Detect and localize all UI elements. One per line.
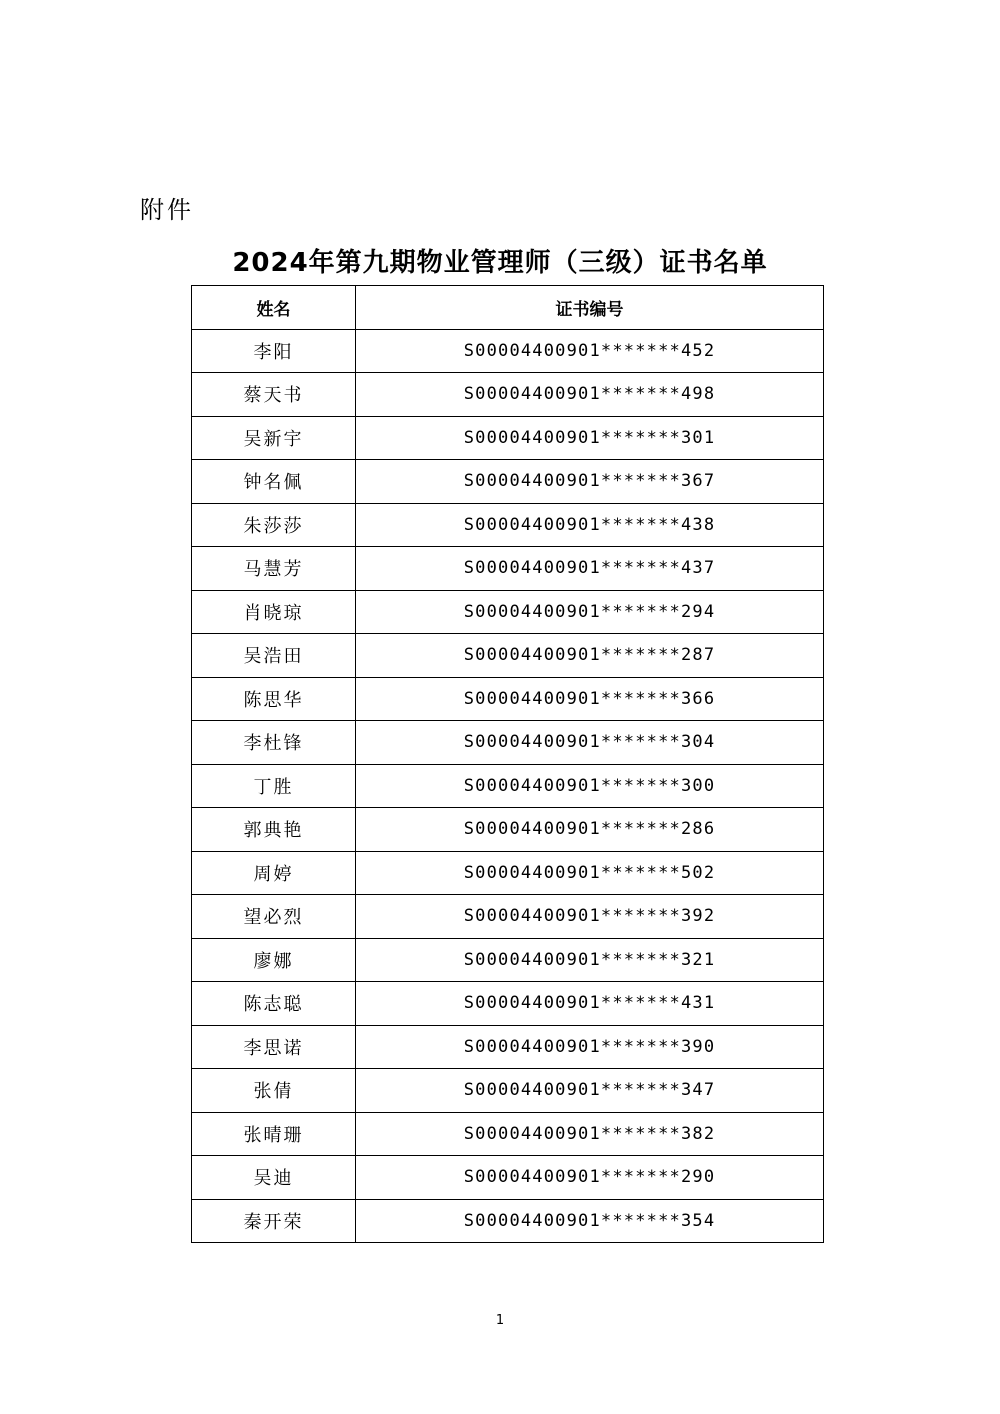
table-row: [192, 721, 824, 765]
name-cell: 张倩: [192, 1069, 356, 1113]
name-cell: 马慧芳: [192, 547, 356, 591]
name-cell: 廖娜: [192, 938, 356, 982]
table-row: [192, 851, 824, 895]
cert-number-cell: S00004400901*******438: [356, 503, 824, 547]
document-title: 2024年第九期物业管理师（三级）证书名单: [232, 248, 768, 278]
name-cell: 丁胜: [192, 764, 356, 808]
table-row: [192, 1156, 824, 1200]
cert-number-cell: S00004400901*******498: [356, 373, 824, 417]
table-row: [192, 1069, 824, 1113]
name-cell: 李杜锋: [192, 721, 356, 765]
name-cell: 肖晓琼: [192, 590, 356, 634]
cert-number-cell: S00004400901*******287: [356, 634, 824, 678]
cert-number-cell: S00004400901*******437: [356, 547, 824, 591]
name-cell: 秦开荣: [192, 1199, 356, 1243]
table-row: [192, 329, 824, 373]
name-cell: 望必烈: [192, 895, 356, 939]
table-row: [192, 982, 824, 1026]
table-row: [192, 460, 824, 504]
name-cell: 吴浩田: [192, 634, 356, 678]
certificate-table: [191, 285, 824, 1243]
cert-number-cell: S00004400901*******321: [356, 938, 824, 982]
table-row: [192, 373, 824, 417]
cert-number-cell: S00004400901*******286: [356, 808, 824, 852]
cert-number-cell: S00004400901*******452: [356, 329, 824, 373]
name-cell: 周婷: [192, 851, 356, 895]
cert-number-cell: S00004400901*******347: [356, 1069, 824, 1113]
cert-number-cell: S00004400901*******392: [356, 895, 824, 939]
name-cell: 吴新宇: [192, 416, 356, 460]
table-row: [192, 677, 824, 721]
table-row: [192, 503, 824, 547]
name-cell: 李阳: [192, 329, 356, 373]
cert-number-cell: S00004400901*******502: [356, 851, 824, 895]
table-row: [192, 1199, 824, 1243]
table-row: [192, 764, 824, 808]
header-name: 姓名: [192, 286, 356, 330]
name-cell: 朱莎莎: [192, 503, 356, 547]
name-cell: 吴迪: [192, 1156, 356, 1200]
name-cell: 李思诺: [192, 1025, 356, 1069]
table-row: [192, 895, 824, 939]
name-cell: 郭典艳: [192, 808, 356, 852]
table-row: [192, 547, 824, 591]
attachment-label: 附件: [140, 196, 194, 224]
header-cert-number: 证书编号: [356, 286, 824, 330]
cert-number-cell: S00004400901*******366: [356, 677, 824, 721]
name-cell: 张晴珊: [192, 1112, 356, 1156]
table-header-row: [192, 286, 824, 330]
cert-number-cell: S00004400901*******301: [356, 416, 824, 460]
cert-number-cell: S00004400901*******367: [356, 460, 824, 504]
table-row: [192, 416, 824, 460]
name-cell: 蔡天书: [192, 373, 356, 417]
name-cell: 陈志聪: [192, 982, 356, 1026]
cert-number-cell: S00004400901*******390: [356, 1025, 824, 1069]
table-row: [192, 590, 824, 634]
table-row: [192, 808, 824, 852]
name-cell: 陈思华: [192, 677, 356, 721]
table-row: [192, 1025, 824, 1069]
name-cell: 钟名佩: [192, 460, 356, 504]
cert-number-cell: S00004400901*******354: [356, 1199, 824, 1243]
page-number: 1: [495, 1313, 505, 1328]
cert-number-cell: S00004400901*******431: [356, 982, 824, 1026]
cert-number-cell: S00004400901*******300: [356, 764, 824, 808]
table-row: [192, 634, 824, 678]
cert-number-cell: S00004400901*******304: [356, 721, 824, 765]
cert-number-cell: S00004400901*******290: [356, 1156, 824, 1200]
cert-number-cell: S00004400901*******294: [356, 590, 824, 634]
table-row: [192, 938, 824, 982]
cert-number-cell: S00004400901*******382: [356, 1112, 824, 1156]
table-row: [192, 1112, 824, 1156]
